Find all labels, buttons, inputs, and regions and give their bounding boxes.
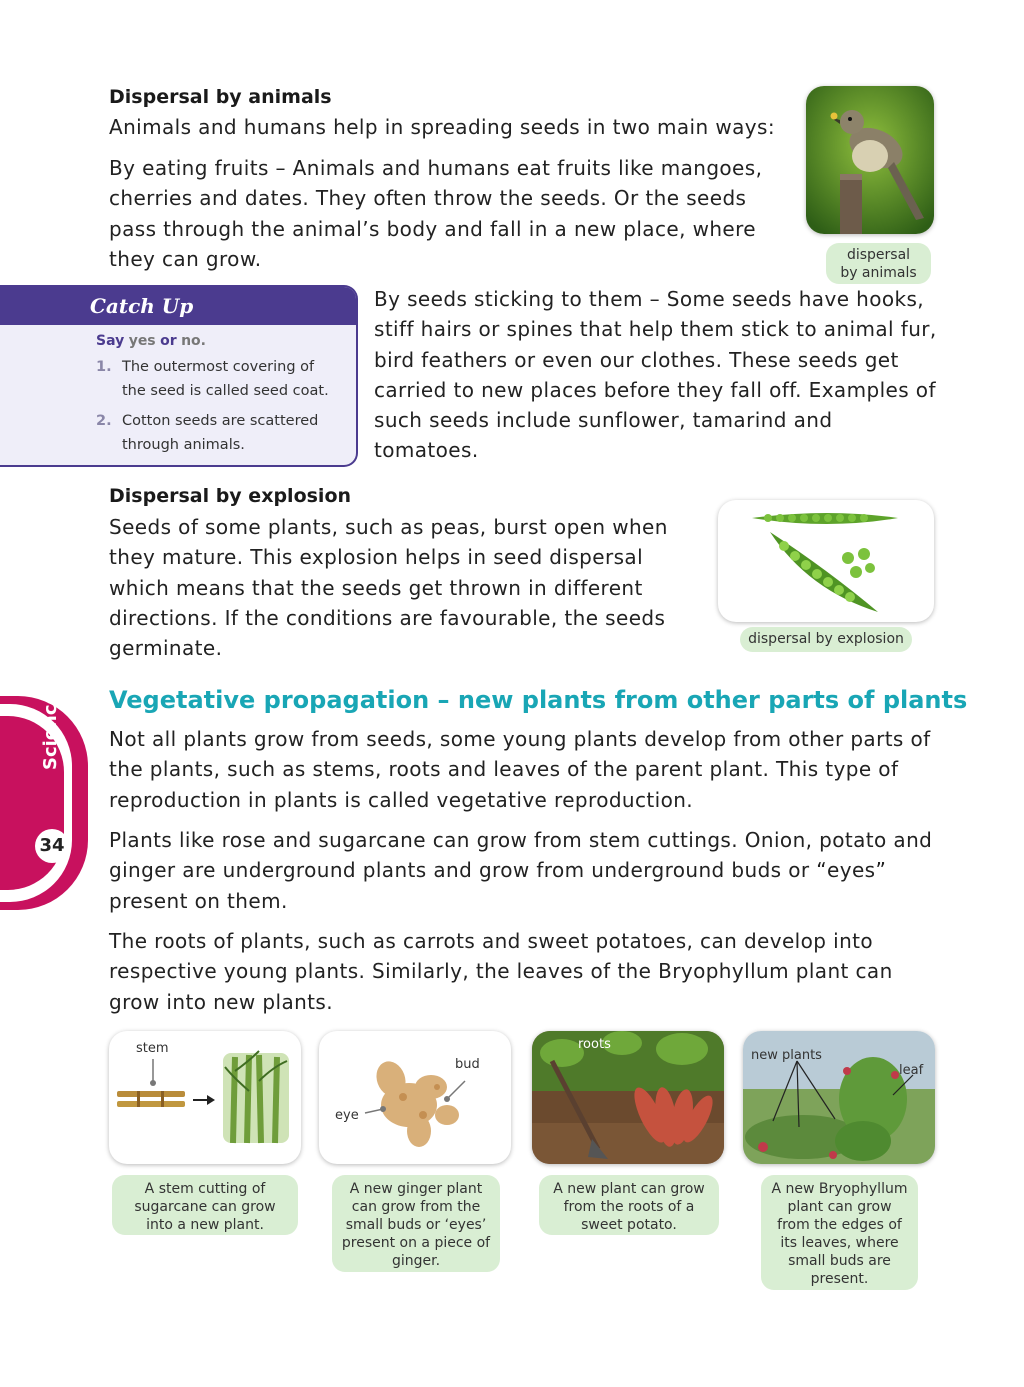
- pea-pod-photo: [718, 500, 934, 622]
- question-text: Cotton seeds are scattered through animals.: [122, 413, 319, 453]
- no-word: no.: [181, 333, 206, 349]
- catch-up-question: [96, 409, 342, 457]
- catch-up-question: [96, 355, 342, 403]
- vegetative-paragraph-3: The roots of plants, such as carrots and sweet potatoes, can develop into respective young plants. Similarly, the leaves of the Bryophyllum plant can grow into new plants.: [109, 929, 893, 1014]
- question-text: The outermost covering of the seed is called seed coat.: [122, 359, 329, 399]
- page-number: 34: [35, 829, 69, 863]
- animals-caption: [826, 243, 931, 284]
- animals-caption-line2: by animals: [840, 265, 917, 281]
- bryophyllum-caption: A new Bryophyllum plant can grow from the edges of its leaves, where small buds are present.: [761, 1175, 918, 1290]
- animals-eating-text: By eating fruits – Animals and humans eat fruits like mangoes, cherries and dates. They often throw the seeds. Or the seeds pass through the animal’s body and fall in a new place, where they can grow.: [109, 156, 763, 271]
- question-number: 2.: [96, 413, 112, 429]
- animals-heading: Dispersal by animals: [109, 86, 332, 108]
- bryophyllum-figure: [743, 1031, 935, 1164]
- ginger-figure: [319, 1031, 511, 1164]
- sweet-potato-caption: A new plant can grow from the roots of a sweet potato.: [539, 1175, 719, 1235]
- roots-label: roots: [578, 1037, 611, 1052]
- catch-up-title: Catch Up: [0, 287, 356, 325]
- explosion-text: Seeds of some plants, such as peas, burst open when they mature. This explosion helps in seed dispersal which means that the seeds get thrown in different directions. If the conditions are favourable, the seeds germinate.: [109, 515, 668, 661]
- sugarcane-figure: [109, 1031, 301, 1164]
- animals-intro: Animals and humans help in spreading seeds in two main ways:: [109, 115, 775, 139]
- subject-label: Science: [40, 692, 61, 770]
- explosion-caption: dispersal by explosion: [740, 627, 912, 652]
- sugarcane-caption: A stem cutting of sugarcane can grow into a new plant.: [112, 1175, 298, 1235]
- animals-sticking-text: By seeds sticking to them – Some seeds have hooks, stiff hairs or spines that help them stick to animal fur, bird feathers or even our clothes. These seeds get carried to new places before they fall off. Examples of such seeds include sunflower, tamarind and tomatoes.: [374, 287, 937, 463]
- vegetative-paragraph-2: Plants like rose and sugarcane can grow from stem cuttings. Onion, potato and ginger are underground plants and grow from underground buds or “eyes” present on them.: [109, 828, 933, 913]
- animals-caption-line1: dispersal: [846, 247, 911, 263]
- new-plants-label: new plants: [751, 1048, 822, 1063]
- question-number: 1.: [96, 359, 112, 375]
- vegetative-paragraph-1: Not all plants grow from seeds, some young plants develop from other parts of the plants, such as stems, roots and leaves of the parent plant. This type of reproduction in plants is called vegetative reproduction.: [109, 727, 931, 812]
- explosion-heading: Dispersal by explosion: [109, 485, 352, 507]
- stem-label: stem: [136, 1041, 169, 1056]
- say-word: Say: [96, 333, 125, 349]
- vegetative-title: Vegetative propagation – new plants from other parts of plants: [109, 686, 968, 714]
- catch-up-instruction: [96, 333, 342, 349]
- yes-word: yes: [128, 333, 156, 349]
- eye-label: eye: [335, 1108, 359, 1123]
- leaf-label: leaf: [899, 1063, 924, 1078]
- ginger-caption: A new ginger plant can grow from the small buds or ‘eyes’ present on a piece of ginger.: [332, 1175, 500, 1272]
- bird-photo: [806, 86, 934, 234]
- bud-label: bud: [455, 1057, 480, 1072]
- sweet-potato-figure: [532, 1031, 724, 1164]
- or-word: or: [160, 333, 177, 349]
- catch-up-box: [0, 285, 358, 467]
